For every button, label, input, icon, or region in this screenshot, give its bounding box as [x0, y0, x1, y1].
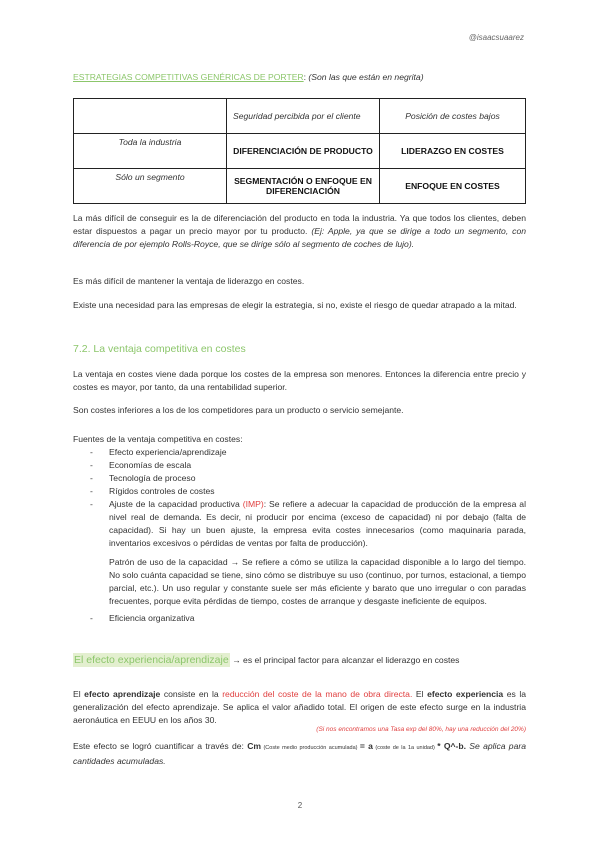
- experience-rate-note: (Si nos encontramos una Tasa exp del 80%, hay una reducción del 20%): [316, 726, 526, 733]
- cell-cost-leadership: LIDERAZGO EN COSTES: [380, 134, 526, 169]
- porter-strategies-title: ESTRATEGIAS COMPETITIVAS GENÉRICAS DE PORTER: [73, 72, 304, 82]
- intro-line: ESTRATEGIAS COMPETITIVAS GENÉRICAS DE PORTER: (Son las que están en negrita): [73, 72, 424, 82]
- list-item: - Rígidos controles de costes: [73, 485, 526, 498]
- list-item: - Efecto experiencia/aprendizaje: [73, 446, 526, 459]
- cell-product-differentiation: DIFERENCIACIÓN DE PRODUCTO: [227, 134, 380, 169]
- cost-sources-list: [73, 446, 526, 625]
- paragraph-differentiation: La más difícil de conseguir es la de diferenciación del producto en toda la industria. Ya que todos los clientes, deben estar dispuestos a pagar un precio mayor por tu producto. (Ej: Apple, ya que se dirige a todo un segmento, con diferencia de por ejemplo Rolls-Royce, que se dirige sólo al segmento de coches de lujo).: [73, 213, 526, 249]
- list-item: - Economías de escala: [73, 459, 526, 472]
- cell-cost-focus: ENFOQUE EN COSTES: [380, 169, 526, 204]
- experience-effect-heading: El efecto experiencia/aprendizaje → es el principal factor para alcanzar el liderazgo en costes: [74, 654, 460, 666]
- paragraph-cost-leadership: Es más difícil de mantener la ventaja de liderazgo en costes.: [73, 276, 305, 286]
- table-header-perceived-security: Seguridad percibida por el cliente: [227, 99, 380, 134]
- table-header-row: [74, 99, 526, 134]
- paragraph-effect-definition: El efecto aprendizaje consiste en la reducción del coste de la mano de obra directa. El efecto experiencia es la generalización del efecto aprendizaje. Se aplica el valor añadido total. El origen de este efecto surge en la industria aeronáutica en EEUU en los años 30.: [73, 689, 527, 725]
- list-item: - Eficiencia organizativa: [73, 612, 526, 625]
- paragraph-strategy-choice: Existe una necesidad para las empresas de elegir la estrategia, si no, existe el riesgo de quedar atrapado a la mitad.: [73, 300, 517, 310]
- cell-focus-differentiation: SEGMENTACIÓN O ENFOQUE EN DIFERENCIACIÓN: [227, 169, 380, 204]
- section-title: 7.2. La ventaja competitiva en costes: [73, 343, 246, 355]
- important-tag: (IMP): [242, 499, 264, 509]
- highlighted-title: El efecto experiencia/aprendizaje: [74, 654, 229, 666]
- paragraph-formula: Este efecto se logró cuantificar a través de: Cm (Coste medio producción acumulada) = a (coste de la 1a unidad) * Q^-b. Se aplica para cantidades acumuladas.: [73, 741, 526, 766]
- author-handle: @isaacsuaarez: [468, 33, 524, 42]
- table-row: [74, 134, 526, 169]
- page-number: 2: [297, 801, 303, 810]
- porter-strategies-table: [73, 98, 526, 204]
- paragraph-sources-intro: Fuentes de la ventaja competitiva en costes:: [73, 434, 243, 444]
- table-header-low-cost: Posición de costes bajos: [380, 99, 526, 134]
- paragraph-cost-advantage: La ventaja en costes viene dada porque los costes de la empresa son menores. Entonces la diferencia entre precio y costes es mayor, por tanto, da una rentabilidad superior.: [73, 369, 526, 392]
- intro-note: (Son las que están en negrita): [306, 72, 424, 82]
- row-label-segment: Sólo un segmento: [74, 169, 227, 204]
- table-row: [74, 169, 526, 204]
- list-item-capacity: - Ajuste de la capacidad productiva (IMP): Se refiere a adecuar la capacidad de producción de la empresa al nivel real de demanda. Es decir, ni producir por encima (exceso de capacidad) ni por debajo (falta de capacidad). Si hay un buen ajuste, la empresa evita costes innecesarios (como maquinaria parada, inventarios excesivos o pérdidas de ventas por falta de producción).: [73, 498, 526, 550]
- row-label-industry: Toda la industria: [74, 134, 227, 169]
- list-item: - Tecnología de proceso: [73, 472, 526, 485]
- paragraph-lower-costs: Son costes inferiores a los de los competidores para un producto o servicio semejante.: [73, 405, 404, 415]
- table-corner-cell: [74, 99, 227, 134]
- capacity-usage-paragraph: Patrón de uso de la capacidad → Se refiere a cómo se utiliza la capacidad disponible a lo largo del tiempo. No solo cuánta capacidad se tiene, sino cómo se distribuye su uso (continuo, por turnos, estacional, a tiempo parcial, etc.). Un uso regular y constante suele ser más eficiente y barato que uno irregular o con paradas frecuentes, porque evita pérdidas de tiempo, costes de arranque y desgaste ineficiente de equipos.: [109, 557, 526, 606]
